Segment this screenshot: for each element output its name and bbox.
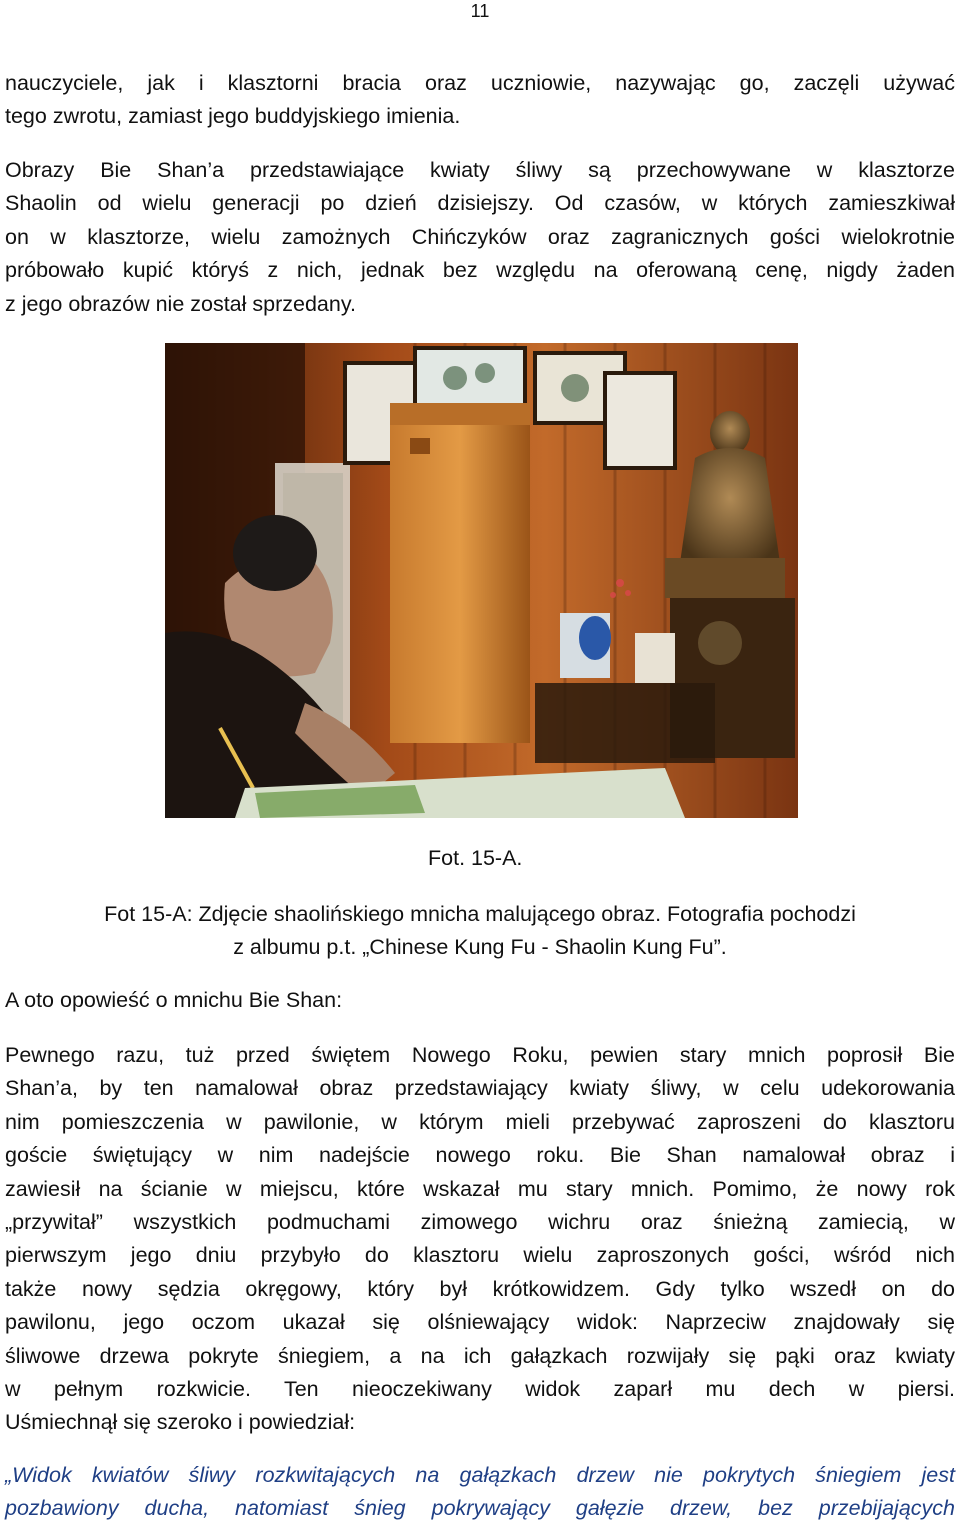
monk-quote [5,1459,955,1526]
text-line: w pełnym rozkwicie. Ten nieoczekiwany widok zaparł mu dech w piersi. [5,1377,955,1402]
text-line: nim pomieszczenia w pawilonie, w którym mieli przebywać zaproszeni do klasztoru [5,1109,955,1134]
text-line: goście świętujący w nim nadejście nowego roku. Bie Shan namalował obraz i [5,1143,955,1168]
quote-line: pozbawiony ducha, natomiast śnieg pokrywający gałęzie drzew, bez przebijających [5,1496,955,1521]
text-line: Obrazy Bie Shan’a przedstawiające kwiaty śliwy są przechowywane w klasztorze [5,158,955,182]
text-line: Shan’a, by ten namalował obraz przedstawiający kwiaty śliwy, w celu udekorowania [5,1076,955,1101]
caption-line: z albumu p.t. „Chinese Kung Fu - Shaolin Kung Fu”. [233,935,727,959]
text-line: on w klasztorze, wielu zamożnych Chińczyków oraz zagranicznych gości wielokrotnie [5,224,955,249]
text-line: Pewnego razu, tuż przed świętem Nowego Roku, pewien stary mnich poprosił Bie [5,1043,955,1067]
paragraph-3 [5,1039,955,1440]
text-line: Uśmiechnął się szeroko i powiedział: [5,1410,356,1435]
text-line: próbowało kupić któryś z nich, jednak bez względu na oferowaną cenę, nigdy żaden [5,258,955,283]
paragraph-1 [5,67,955,134]
monk-painting-photo [165,343,798,818]
text-line: zawiesił na ścianie w miejscu, które wskazał mu stary mnich. Pomimo, że nowy rok [5,1176,955,1201]
quote-line: „Widok kwiatów śliwy rozkwitających na gałązkach drzew nie pokrytych śniegiem jest [5,1463,955,1487]
text-line: pierwszym jego dniu przybyło do klasztoru wielu zaproszonych gości, wśród nich [5,1243,955,1268]
story-intro: A oto opowieść o mnichu Bie Shan: [5,988,343,1012]
text-line: „przywitał” wszystkich podmuchami zimowego wichru oraz śnieżną zamiecią, w [5,1210,955,1235]
text-line: tego zwrotu, zamiast jego buddyjskiego imienia. [5,104,461,129]
figure-label: Fot. 15-A. [428,846,523,870]
text-line: pawilonu, jego oczom ukazał się olśniewający widok: Naprzeciw znajdowały się [5,1310,955,1335]
text-line: nauczyciele, jak i klasztorni bracia oraz uczniowie, nazywając go, zaczęli używać [5,71,955,95]
text-line: śliwowe drzewa pokryte śniegiem, a na ich gałązkach rozwijały się pąki oraz kwiaty [5,1343,955,1368]
caption-line: Fot 15-A: Zdjęcie shaolińskiego mnicha malującego obraz. Fotografia pochodzi [104,902,856,926]
page-number: 11 [470,1,490,21]
text-line: Shaolin od wielu generacji po dzień dzisiejszy. Od czasów, w których zamieszkiwał [5,191,955,216]
text-line: także nowy sędzia okręgowy, który był krótkowidzem. Gdy tylko wszedł on do [5,1276,955,1301]
figure-caption [0,898,960,964]
paragraph-2 [5,154,955,321]
text-line: z jego obrazów nie został sprzedany. [5,291,356,316]
